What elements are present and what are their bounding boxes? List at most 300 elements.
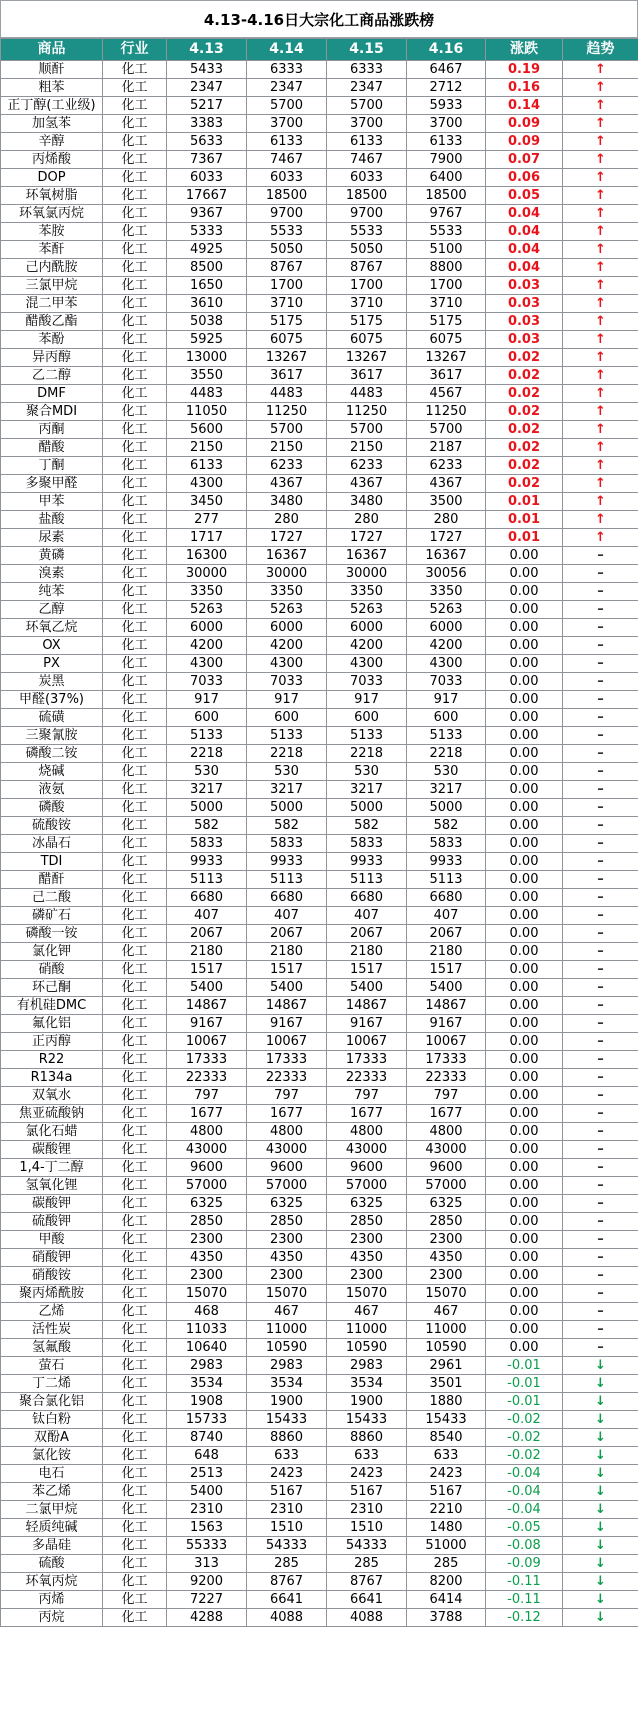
table-row [1, 205, 638, 223]
arrow-up-icon: ↑ [563, 511, 638, 529]
price-cell-date-4: 1677 [407, 1105, 486, 1123]
price-cell-date-1: 530 [167, 763, 247, 781]
change-cell: -0.01 [486, 1393, 563, 1411]
change-cell: 0.00 [486, 871, 563, 889]
table-row [1, 1537, 638, 1555]
table-row [1, 691, 638, 709]
price-cell-date-3: 1677 [327, 1105, 407, 1123]
price-cell-date-2: 16367 [247, 547, 327, 565]
price-cell-date-3: 3700 [327, 115, 407, 133]
price-cell-date-2: 285 [247, 1555, 327, 1573]
price-cell-date-3: 43000 [327, 1141, 407, 1159]
table-row [1, 385, 638, 403]
industry-cell: 化工 [103, 475, 167, 493]
table-row [1, 1213, 638, 1231]
price-cell-date-2: 14867 [247, 997, 327, 1015]
price-cell-date-1: 15733 [167, 1411, 247, 1429]
industry-cell: 化工 [103, 1015, 167, 1033]
arrow-up-icon: ↑ [563, 331, 638, 349]
table-row [1, 835, 638, 853]
commodity-cell: 炭黑 [1, 673, 103, 691]
dash-icon: – [563, 1177, 638, 1195]
price-cell-date-2: 4367 [247, 475, 327, 493]
price-cell-date-3: 5113 [327, 871, 407, 889]
price-cell-date-3: 582 [327, 817, 407, 835]
change-cell: -0.02 [486, 1447, 563, 1465]
price-cell-date-3: 14867 [327, 997, 407, 1015]
price-cell-date-2: 530 [247, 763, 327, 781]
price-cell-date-3: 16367 [327, 547, 407, 565]
commodity-cell: 环氧氯丙烷 [1, 205, 103, 223]
price-cell-date-1: 6033 [167, 169, 247, 187]
change-cell: 0.02 [486, 403, 563, 421]
price-cell-date-4: 2067 [407, 925, 486, 943]
commodity-cell: 碳酸锂 [1, 1141, 103, 1159]
change-cell: 0.00 [486, 637, 563, 655]
price-cell-date-1: 2300 [167, 1231, 247, 1249]
header-date-4[interactable]: 4.16 [407, 39, 486, 61]
change-cell: 0.02 [486, 367, 563, 385]
change-cell: 0.06 [486, 169, 563, 187]
industry-cell: 化工 [103, 763, 167, 781]
table-row [1, 907, 638, 925]
price-cell-date-2: 3480 [247, 493, 327, 511]
price-cell-date-1: 10640 [167, 1339, 247, 1357]
price-cell-date-4: 11250 [407, 403, 486, 421]
arrow-up-icon: ↑ [563, 259, 638, 277]
price-cell-date-2: 4350 [247, 1249, 327, 1267]
price-cell-date-2: 2218 [247, 745, 327, 763]
commodity-cell: 正丙醇 [1, 1033, 103, 1051]
price-cell-date-3: 5833 [327, 835, 407, 853]
price-cell-date-3: 9700 [327, 205, 407, 223]
price-cell-date-4: 15070 [407, 1285, 486, 1303]
table-row [1, 817, 638, 835]
price-cell-date-1: 17667 [167, 187, 247, 205]
price-cell-date-2: 3710 [247, 295, 327, 313]
price-cell-date-4: 6075 [407, 331, 486, 349]
price-cell-date-2: 6133 [247, 133, 327, 151]
price-cell-date-3: 2850 [327, 1213, 407, 1231]
price-cell-date-2: 17333 [247, 1051, 327, 1069]
arrow-down-icon: ↓ [563, 1573, 638, 1591]
price-cell-date-3: 3534 [327, 1375, 407, 1393]
change-cell: 0.00 [486, 979, 563, 997]
price-cell-date-3: 3350 [327, 583, 407, 601]
change-cell: 0.00 [486, 727, 563, 745]
price-cell-date-1: 2067 [167, 925, 247, 943]
price-cell-date-1: 2150 [167, 439, 247, 457]
industry-cell: 化工 [103, 979, 167, 997]
price-cell-date-4: 5000 [407, 799, 486, 817]
price-cell-date-3: 8767 [327, 259, 407, 277]
price-cell-date-2: 5113 [247, 871, 327, 889]
arrow-up-icon: ↑ [563, 475, 638, 493]
table-row [1, 97, 638, 115]
change-cell: 0.00 [486, 1141, 563, 1159]
commodity-cell: 甲酸 [1, 1231, 103, 1249]
arrow-down-icon: ↓ [563, 1465, 638, 1483]
arrow-up-icon: ↑ [563, 97, 638, 115]
dash-icon: – [563, 1069, 638, 1087]
price-cell-date-4: 3501 [407, 1375, 486, 1393]
change-cell: 0.02 [486, 457, 563, 475]
dash-icon: – [563, 1033, 638, 1051]
change-cell: 0.00 [486, 1159, 563, 1177]
price-cell-date-1: 5133 [167, 727, 247, 745]
commodity-cell: 硫酸 [1, 1555, 103, 1573]
price-cell-date-1: 3383 [167, 115, 247, 133]
price-cell-date-1: 4288 [167, 1609, 247, 1627]
price-cell-date-1: 57000 [167, 1177, 247, 1195]
change-cell: 0.00 [486, 997, 563, 1015]
table-row [1, 169, 638, 187]
arrow-up-icon: ↑ [563, 151, 638, 169]
table-row [1, 1321, 638, 1339]
industry-cell: 化工 [103, 1069, 167, 1087]
price-cell-date-3: 467 [327, 1303, 407, 1321]
dash-icon: – [563, 583, 638, 601]
price-cell-date-3: 6075 [327, 331, 407, 349]
change-cell: 0.00 [486, 1177, 563, 1195]
price-cell-date-2: 1700 [247, 277, 327, 295]
commodity-cell: 磷酸一铵 [1, 925, 103, 943]
table-row [1, 547, 638, 565]
dash-icon: – [563, 1141, 638, 1159]
commodity-cell: 环氧乙烷 [1, 619, 103, 637]
change-cell: 0.00 [486, 835, 563, 853]
industry-cell: 化工 [103, 1195, 167, 1213]
price-cell-date-3: 2180 [327, 943, 407, 961]
price-cell-date-4: 5167 [407, 1483, 486, 1501]
price-cell-date-4: 6467 [407, 61, 486, 79]
price-cell-date-2: 797 [247, 1087, 327, 1105]
dash-icon: – [563, 871, 638, 889]
industry-cell: 化工 [103, 1537, 167, 1555]
dash-icon: – [563, 1087, 638, 1105]
price-cell-date-4: 5400 [407, 979, 486, 997]
price-cell-date-2: 7467 [247, 151, 327, 169]
table-row [1, 1105, 638, 1123]
table-row [1, 1177, 638, 1195]
price-cell-date-3: 5700 [327, 97, 407, 115]
arrow-down-icon: ↓ [563, 1393, 638, 1411]
change-cell: 0.00 [486, 961, 563, 979]
industry-cell: 化工 [103, 1339, 167, 1357]
commodity-cell: 钛白粉 [1, 1411, 103, 1429]
change-cell: -0.09 [486, 1555, 563, 1573]
change-cell: 0.00 [486, 1087, 563, 1105]
change-cell: 0.00 [486, 745, 563, 763]
header-industry[interactable]: 行业 [103, 39, 167, 61]
change-cell: 0.00 [486, 655, 563, 673]
price-cell-date-2: 5175 [247, 313, 327, 331]
header-trend[interactable]: 趋势 [563, 39, 638, 61]
price-cell-date-1: 1650 [167, 277, 247, 295]
change-cell: -0.04 [486, 1465, 563, 1483]
table-row [1, 997, 638, 1015]
price-cell-date-4: 4300 [407, 655, 486, 673]
price-cell-date-3: 9933 [327, 853, 407, 871]
price-cell-date-2: 5133 [247, 727, 327, 745]
price-cell-date-3: 6680 [327, 889, 407, 907]
commodity-cell: 丙烯酸 [1, 151, 103, 169]
change-cell: 0.00 [486, 907, 563, 925]
table-row [1, 1087, 638, 1105]
price-cell-date-1: 2180 [167, 943, 247, 961]
price-cell-date-2: 6033 [247, 169, 327, 187]
table-row [1, 1267, 638, 1285]
commodity-cell: 环氧树脂 [1, 187, 103, 205]
arrow-down-icon: ↓ [563, 1591, 638, 1609]
price-cell-date-1: 2218 [167, 745, 247, 763]
commodity-cell: 顺酐 [1, 61, 103, 79]
arrow-down-icon: ↓ [563, 1555, 638, 1573]
price-cell-date-4: 2712 [407, 79, 486, 97]
industry-cell: 化工 [103, 1141, 167, 1159]
dash-icon: – [563, 601, 638, 619]
price-cell-date-4: 6000 [407, 619, 486, 637]
industry-cell: 化工 [103, 313, 167, 331]
arrow-up-icon: ↑ [563, 403, 638, 421]
industry-cell: 化工 [103, 1267, 167, 1285]
price-cell-date-3: 3617 [327, 367, 407, 385]
table-row [1, 673, 638, 691]
price-cell-date-4: 6680 [407, 889, 486, 907]
change-cell: 0.00 [486, 1051, 563, 1069]
change-cell: -0.04 [486, 1483, 563, 1501]
header-date-2[interactable]: 4.14 [247, 39, 327, 61]
dash-icon: – [563, 637, 638, 655]
price-cell-date-3: 8767 [327, 1573, 407, 1591]
arrow-down-icon: ↓ [563, 1375, 638, 1393]
table-row [1, 1393, 638, 1411]
dash-icon: – [563, 673, 638, 691]
price-cell-date-4: 5533 [407, 223, 486, 241]
change-cell: 0.00 [486, 1213, 563, 1231]
price-cell-date-2: 8860 [247, 1429, 327, 1447]
change-cell: 0.02 [486, 385, 563, 403]
price-cell-date-1: 9367 [167, 205, 247, 223]
price-cell-date-3: 5000 [327, 799, 407, 817]
header-row [1, 39, 638, 61]
price-cell-date-4: 10067 [407, 1033, 486, 1051]
industry-cell: 化工 [103, 79, 167, 97]
table-row [1, 529, 638, 547]
dash-icon: – [563, 655, 638, 673]
arrow-up-icon: ↑ [563, 349, 638, 367]
price-cell-date-1: 4483 [167, 385, 247, 403]
change-cell: 0.02 [486, 475, 563, 493]
header-date-1[interactable]: 4.13 [167, 39, 247, 61]
price-cell-date-3: 3217 [327, 781, 407, 799]
commodity-cell: 液氨 [1, 781, 103, 799]
price-cell-date-4: 1517 [407, 961, 486, 979]
price-cell-date-2: 43000 [247, 1141, 327, 1159]
price-cell-date-1: 9933 [167, 853, 247, 871]
arrow-down-icon: ↓ [563, 1501, 638, 1519]
price-cell-date-4: 797 [407, 1087, 486, 1105]
price-cell-date-4: 2961 [407, 1357, 486, 1375]
price-cell-date-2: 11000 [247, 1321, 327, 1339]
industry-cell: 化工 [103, 673, 167, 691]
price-cell-date-3: 6325 [327, 1195, 407, 1213]
table-row [1, 295, 638, 313]
change-cell: 0.00 [486, 925, 563, 943]
price-cell-date-1: 1677 [167, 1105, 247, 1123]
price-cell-date-4: 4567 [407, 385, 486, 403]
commodity-cell: 硝酸铵 [1, 1267, 103, 1285]
price-cell-date-4: 1880 [407, 1393, 486, 1411]
commodity-cell: 盐酸 [1, 511, 103, 529]
dash-icon: – [563, 1285, 638, 1303]
commodity-cell: 丙烯 [1, 1591, 103, 1609]
commodity-cell: 萤石 [1, 1357, 103, 1375]
arrow-up-icon: ↑ [563, 313, 638, 331]
price-cell-date-1: 3534 [167, 1375, 247, 1393]
table-row [1, 1519, 638, 1537]
dash-icon: – [563, 709, 638, 727]
price-cell-date-3: 2150 [327, 439, 407, 457]
commodity-cell: 苯乙烯 [1, 1483, 103, 1501]
price-cell-date-1: 9200 [167, 1573, 247, 1591]
price-cell-date-3: 2218 [327, 745, 407, 763]
price-cell-date-1: 3217 [167, 781, 247, 799]
industry-cell: 化工 [103, 1321, 167, 1339]
price-cell-date-4: 6233 [407, 457, 486, 475]
arrow-down-icon: ↓ [563, 1429, 638, 1447]
price-cell-date-1: 8500 [167, 259, 247, 277]
price-cell-date-3: 530 [327, 763, 407, 781]
price-cell-date-4: 13267 [407, 349, 486, 367]
table-row [1, 943, 638, 961]
table-row [1, 961, 638, 979]
price-cell-date-1: 5333 [167, 223, 247, 241]
industry-cell: 化工 [103, 529, 167, 547]
dash-icon: – [563, 1249, 638, 1267]
price-cell-date-1: 468 [167, 1303, 247, 1321]
change-cell: 0.01 [486, 529, 563, 547]
industry-cell: 化工 [103, 907, 167, 925]
price-cell-date-4: 530 [407, 763, 486, 781]
price-cell-date-4: 8540 [407, 1429, 486, 1447]
price-cell-date-3: 7467 [327, 151, 407, 169]
price-cell-date-2: 2067 [247, 925, 327, 943]
industry-cell: 化工 [103, 1501, 167, 1519]
table-row [1, 781, 638, 799]
price-cell-date-4: 2180 [407, 943, 486, 961]
price-cell-date-4: 467 [407, 1303, 486, 1321]
commodity-cell: 乙烯 [1, 1303, 103, 1321]
price-cell-date-1: 11033 [167, 1321, 247, 1339]
change-cell: 0.00 [486, 1195, 563, 1213]
table-row [1, 1141, 638, 1159]
industry-cell: 化工 [103, 1483, 167, 1501]
price-cell-date-4: 15433 [407, 1411, 486, 1429]
commodity-cell: 乙二醇 [1, 367, 103, 385]
table-row [1, 1231, 638, 1249]
price-cell-date-2: 917 [247, 691, 327, 709]
table-row [1, 1465, 638, 1483]
change-cell: 0.00 [486, 853, 563, 871]
change-cell: 0.04 [486, 205, 563, 223]
arrow-down-icon: ↓ [563, 1609, 638, 1627]
commodity-cell: TDI [1, 853, 103, 871]
change-cell: 0.00 [486, 601, 563, 619]
industry-cell: 化工 [103, 925, 167, 943]
commodity-cell: 1,4-丁二醇 [1, 1159, 103, 1177]
price-cell-date-4: 3617 [407, 367, 486, 385]
price-cell-date-3: 1900 [327, 1393, 407, 1411]
price-cell-date-2: 3700 [247, 115, 327, 133]
price-cell-date-1: 5217 [167, 97, 247, 115]
arrow-up-icon: ↑ [563, 493, 638, 511]
price-cell-date-1: 6680 [167, 889, 247, 907]
price-cell-date-3: 2310 [327, 1501, 407, 1519]
price-cell-date-4: 18500 [407, 187, 486, 205]
arrow-up-icon: ↑ [563, 457, 638, 475]
dash-icon: – [563, 1159, 638, 1177]
price-cell-date-3: 9600 [327, 1159, 407, 1177]
table-row [1, 331, 638, 349]
table-row [1, 475, 638, 493]
price-cell-date-2: 467 [247, 1303, 327, 1321]
dash-icon: – [563, 1123, 638, 1141]
dash-icon: – [563, 1015, 638, 1033]
table-row [1, 637, 638, 655]
price-cell-date-4: 4800 [407, 1123, 486, 1141]
price-cell-date-3: 2983 [327, 1357, 407, 1375]
price-cell-date-3: 4483 [327, 385, 407, 403]
price-cell-date-2: 1517 [247, 961, 327, 979]
price-cell-date-4: 2850 [407, 1213, 486, 1231]
arrow-up-icon: ↑ [563, 241, 638, 259]
price-cell-date-2: 1677 [247, 1105, 327, 1123]
price-cell-date-3: 6000 [327, 619, 407, 637]
header-change[interactable]: 涨跌 [486, 39, 563, 61]
commodity-cell: 硫酸钾 [1, 1213, 103, 1231]
change-cell: 0.01 [486, 493, 563, 511]
change-cell: 0.00 [486, 583, 563, 601]
price-cell-date-3: 1727 [327, 529, 407, 547]
arrow-up-icon: ↑ [563, 367, 638, 385]
price-cell-date-4: 10590 [407, 1339, 486, 1357]
price-cell-date-2: 9700 [247, 205, 327, 223]
price-cell-date-3: 6233 [327, 457, 407, 475]
dash-icon: – [563, 853, 638, 871]
price-cell-date-3: 280 [327, 511, 407, 529]
industry-cell: 化工 [103, 547, 167, 565]
change-cell: 0.00 [486, 781, 563, 799]
commodity-cell: 粗苯 [1, 79, 103, 97]
industry-cell: 化工 [103, 943, 167, 961]
price-cell-date-2: 4200 [247, 637, 327, 655]
arrow-down-icon: ↓ [563, 1411, 638, 1429]
change-cell: 0.00 [486, 1249, 563, 1267]
table-row [1, 511, 638, 529]
change-cell: 0.00 [486, 1285, 563, 1303]
price-cell-date-1: 3610 [167, 295, 247, 313]
header-date-3[interactable]: 4.15 [327, 39, 407, 61]
price-cell-date-3: 1517 [327, 961, 407, 979]
table-row [1, 1375, 638, 1393]
price-cell-date-3: 2423 [327, 1465, 407, 1483]
header-commodity[interactable]: 商品 [1, 39, 103, 61]
table-row [1, 1303, 638, 1321]
dash-icon: – [563, 799, 638, 817]
price-cell-date-1: 3350 [167, 583, 247, 601]
industry-cell: 化工 [103, 133, 167, 151]
